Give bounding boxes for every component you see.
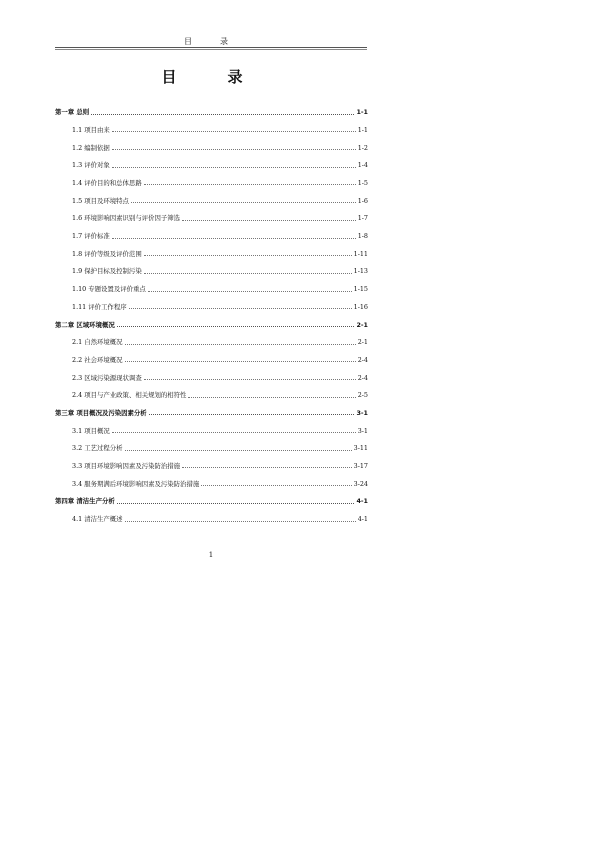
toc-section-entry[interactable]: [55, 416, 368, 434]
toc-entry-label: 1.3 评价对象: [72, 161, 110, 170]
toc-entry-page: 1-1: [356, 108, 368, 117]
toc-section-entry[interactable]: [55, 116, 368, 134]
toc-section-entry[interactable]: [55, 293, 368, 311]
toc-section-entry[interactable]: [55, 452, 368, 470]
toc-entry-page: 1-1: [357, 125, 368, 134]
toc-section-entry[interactable]: [55, 133, 368, 151]
toc-chapter-entry[interactable]: [55, 399, 368, 417]
table-of-contents: [55, 98, 368, 523]
dot-leader: [125, 449, 352, 451]
toc-chapter-entry[interactable]: [55, 98, 368, 116]
toc-entry-label: 1.9 保护目标及控制污染: [72, 267, 142, 276]
toc-entry-label: 2.3 区域污染源现状调查: [72, 373, 142, 382]
toc-entry-label: 第三章 项目概况及污染因素分析: [55, 408, 147, 417]
dot-leader: [201, 484, 351, 486]
toc-entry-page: 4-1: [356, 497, 368, 506]
toc-section-entry[interactable]: [55, 257, 368, 275]
toc-section-entry[interactable]: [55, 328, 368, 346]
dot-leader: [91, 113, 354, 115]
toc-entry-page: 1-6: [357, 196, 368, 205]
toc-entry-label: 第二章 区域环境概况: [55, 320, 115, 329]
toc-entry-label: 2.1 自然环境概况: [72, 338, 123, 347]
dot-leader: [125, 343, 356, 345]
toc-chapter-entry[interactable]: [55, 487, 368, 505]
toc-section-entry[interactable]: [55, 469, 368, 487]
running-header: 目 录: [184, 37, 238, 46]
toc-section-entry[interactable]: [55, 275, 368, 293]
toc-entry-label: 3.1 项目概况: [72, 426, 110, 435]
toc-entry-page: 2-5: [357, 391, 368, 400]
dot-leader: [129, 307, 352, 309]
toc-entry-page: 1-15: [353, 285, 368, 294]
toc-section-entry[interactable]: [55, 186, 368, 204]
toc-chapter-entry[interactable]: [55, 310, 368, 328]
dot-leader: [131, 201, 356, 203]
dot-leader: [144, 254, 352, 256]
dot-leader: [112, 130, 356, 132]
dot-leader: [144, 378, 356, 380]
dot-leader: [144, 272, 352, 274]
toc-entry-page: 2-1: [357, 338, 368, 347]
dot-leader: [112, 237, 356, 239]
toc-entry-page: 3-24: [353, 479, 368, 488]
toc-entry-page: 2-4: [357, 355, 368, 364]
toc-entry-label: 2.2 社会环境概况: [72, 355, 123, 364]
toc-entry-label: 1.8 评价等级及评价范围: [72, 249, 142, 258]
dot-leader: [117, 325, 355, 327]
toc-entry-page: 1-5: [357, 179, 368, 188]
toc-entry-page: 2-4: [357, 373, 368, 382]
toc-entry-page: 1-13: [353, 267, 368, 276]
toc-entry-label: 第四章 清洁生产分析: [55, 497, 115, 506]
header-rule: [55, 47, 367, 50]
dot-leader: [112, 431, 356, 433]
dot-leader: [125, 360, 356, 362]
dot-leader: [182, 219, 356, 221]
toc-section-entry[interactable]: [55, 240, 368, 258]
toc-entry-page: 3-17: [353, 462, 368, 471]
toc-section-entry[interactable]: [55, 381, 368, 399]
toc-section-entry[interactable]: [55, 505, 368, 523]
toc-entry-label: 1.10 专题设置及评价重点: [72, 285, 146, 294]
toc-entry-page: 2-1: [356, 320, 368, 329]
toc-entry-page: 3-1: [356, 408, 368, 417]
toc-entry-label: 1.1 项目由来: [72, 125, 110, 134]
dot-leader: [117, 502, 355, 504]
dot-leader: [112, 148, 356, 150]
toc-entry-label: 3.2 工艺过程分析: [72, 444, 123, 453]
toc-section-entry[interactable]: [55, 222, 368, 240]
toc-entry-label: 1.5 项目及环境特点: [72, 196, 129, 205]
toc-entry-page: 1-7: [357, 214, 368, 223]
toc-entry-label: 第一章 总则: [55, 108, 90, 117]
toc-section-entry[interactable]: [55, 169, 368, 187]
dot-leader: [125, 520, 356, 522]
dot-leader: [149, 413, 355, 415]
page-number: 1: [208, 551, 214, 559]
toc-entry-page: 1-16: [353, 302, 368, 311]
toc-entry-label: 1.4 评价目的和总体思路: [72, 179, 142, 188]
toc-entry-label: 3.3 项目环境影响因素及污染防治措施: [72, 462, 181, 471]
dot-leader: [148, 290, 352, 292]
toc-entry-page: 3-1: [357, 426, 368, 435]
toc-entry-label: 1.7 评价标准: [72, 232, 110, 241]
toc-section-entry[interactable]: [55, 346, 368, 364]
toc-entry-page: 1-8: [357, 232, 368, 241]
toc-entry-page: 1-2: [357, 143, 368, 152]
toc-entry-label: 4.1 清洁生产概述: [72, 515, 123, 524]
toc-entry-page: 1-4: [357, 161, 368, 170]
dot-leader: [144, 183, 356, 185]
toc-entry-label: 2.4 项目与产业政策、相关规划的相符性: [72, 391, 187, 400]
toc-section-entry[interactable]: [55, 363, 368, 381]
toc-section-entry[interactable]: [55, 151, 368, 169]
toc-entry-page: 1-11: [353, 249, 368, 258]
toc-entry-label: 1.11 评价工作程序: [72, 302, 127, 311]
dot-leader: [112, 166, 356, 168]
toc-entry-label: 3.4 服务期满后环境影响因素及污染防治措施: [72, 479, 200, 488]
toc-entry-label: 1.2 编制依据: [72, 143, 110, 152]
toc-entry-page: 3-11: [353, 444, 368, 453]
page-title: 目 录: [161, 68, 261, 86]
toc-entry-label: 1.6 环境影响因素识别与评价因子筛选: [72, 214, 181, 223]
toc-section-entry[interactable]: [55, 204, 368, 222]
dot-leader: [188, 396, 355, 398]
toc-section-entry[interactable]: [55, 434, 368, 452]
toc-entry-page: 4-1: [357, 515, 368, 524]
dot-leader: [182, 466, 352, 468]
